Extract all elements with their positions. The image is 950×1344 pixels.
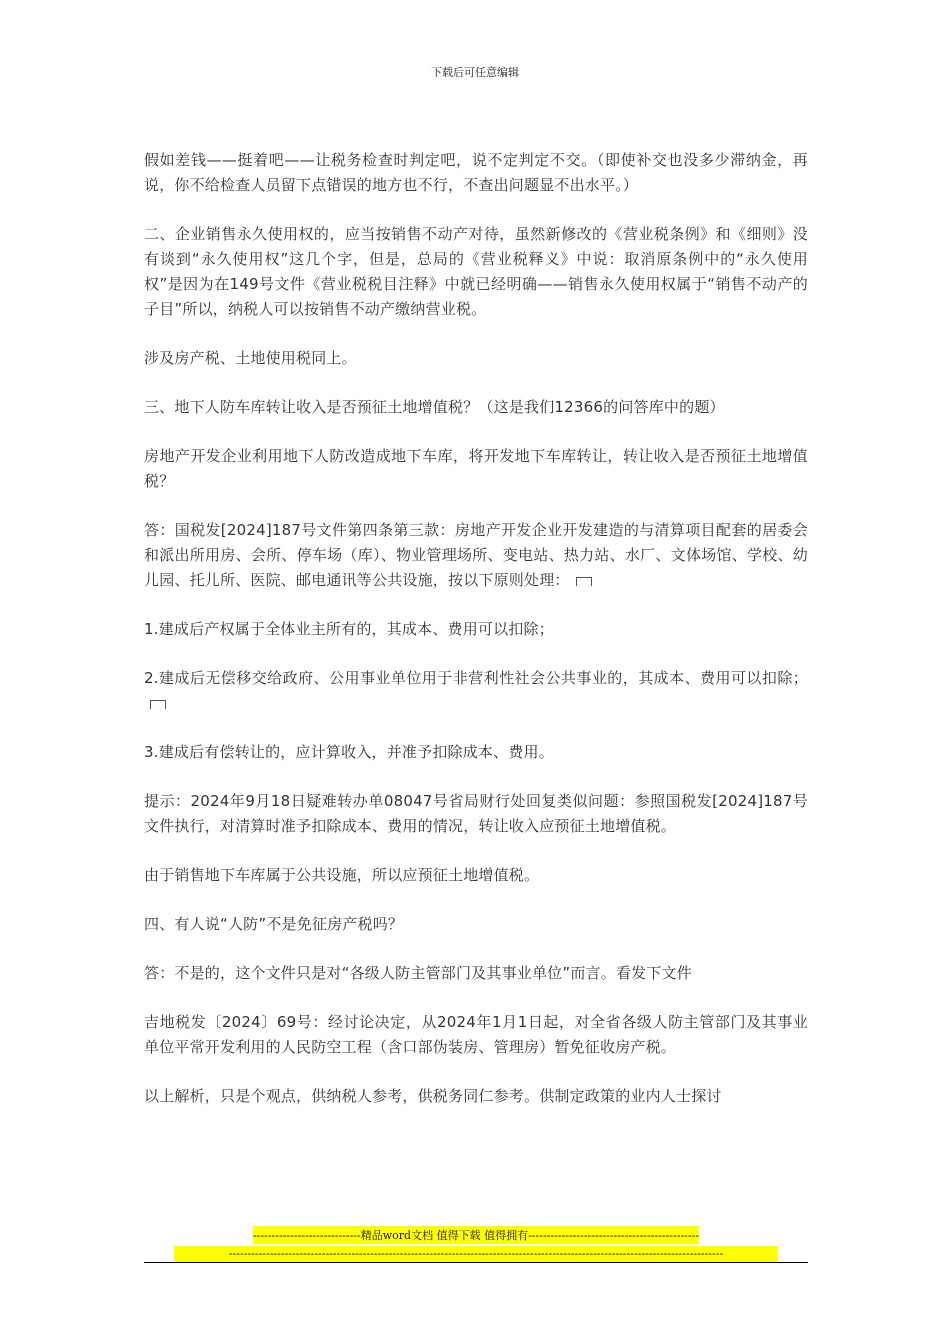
- paragraph-with-mark: [144, 666, 808, 716]
- paragraph: 四、有人说“人防”不是免征房产税吗？: [144, 915, 404, 933]
- paragraph: 3.建成后有偿转让的，应计算收入，并准予扣除成本、费用。: [144, 743, 554, 761]
- paragraph: 涉及房产税、土地使用税同上。: [144, 349, 357, 367]
- paragraph: 房地产开发企业利用地下人防改造成地下车库，将开发地下车库转让，转让收入是否预征土地增值税？: [144, 447, 808, 490]
- paragraph: 假如差钱——挺着吧——让税务检查时判定吧，说不定判定不交。（即使补交也没多少滞纳金，再说，你不给检查人员留下点错误的地方也不行，不查出问题显不出水平。）: [144, 151, 808, 194]
- page-footer: [144, 1226, 808, 1262]
- line-break-mark-icon: [150, 700, 166, 709]
- paragraph: 二、企业销售永久使用权的，应当按销售不动产对待，虽然新修改的《营业税条例》和《细则》没有谈到“永久使用权”这几个字，但是，总局的《营业税释义》中说：取消原条例中的“永久使用权”是因为在149号文件《营业税税目注释》中就已经明确——销售永久使用权属于“销售不动产的子目”所以，纳税人可以按销售不动产缴纳营业税。: [144, 225, 808, 318]
- footer-banner: -----------------------------精品word文档 值得下载 值得拥有----------------------------------------------: [253, 1226, 699, 1244]
- paragraph-text: 答：国税发[2024]187号文件第四条第三款：房地产开发企业开发建造的与清算项目配套的居委会和派出所用房、会所、停车场（库）、物业管理场所、变电站、热力站、水厂、文体场馆、学校、幼儿园、托儿所、医院、邮电通讯等公共设施，按以下原则处理：: [144, 521, 808, 589]
- document-body: [144, 148, 808, 1133]
- paragraph: 答：不是的，这个文件只是对“各级人防主管部门及其事业单位”而言。看发下文件: [144, 964, 692, 982]
- footer-rule: [144, 1262, 808, 1263]
- paragraph: 三、地下人防车库转让收入是否预征土地增值税？（这是我们12366的问答库中的题）: [144, 398, 725, 416]
- footer-dashes: -------------------------------------------------------------------------------------------------------------------------------------: [174, 1246, 778, 1262]
- paragraph: 以上解析，只是个观点，供纳税人参考，供税务同仁参考。供制定政策的业内人士探讨: [144, 1087, 722, 1105]
- paragraph-text: 2.建成后无偿移交给政府、公用事业单位用于非营利性社会公共事业的，其成本、费用可以扣除；: [144, 669, 808, 687]
- paragraph: 提示：2024年9月18日疑难转办单08047号省局财行处回复类似问题：参照国税发[2024]187号文件执行，对清算时准予扣除成本、费用的情况，转让收入应预征土地增值税。: [144, 792, 808, 835]
- line-break-mark-icon: [576, 577, 592, 586]
- paragraph: 由于销售地下车库属于公共设施，所以应预征土地增值税。: [144, 866, 540, 884]
- paragraph-with-mark: [144, 518, 808, 593]
- paragraph: 吉地税发〔2024〕69号：经讨论决定，从2024年1月1日起，对全省各级人防主管部门及其事业单位平常开发利用的人民防空工程（含口部伪装房、管理房）暂免征收房产税。: [144, 1013, 808, 1056]
- paragraph: 1.建成后产权属于全体业主所有的，其成本、费用可以扣除；: [144, 620, 554, 638]
- page-header: 下载后可任意编辑: [431, 66, 519, 79]
